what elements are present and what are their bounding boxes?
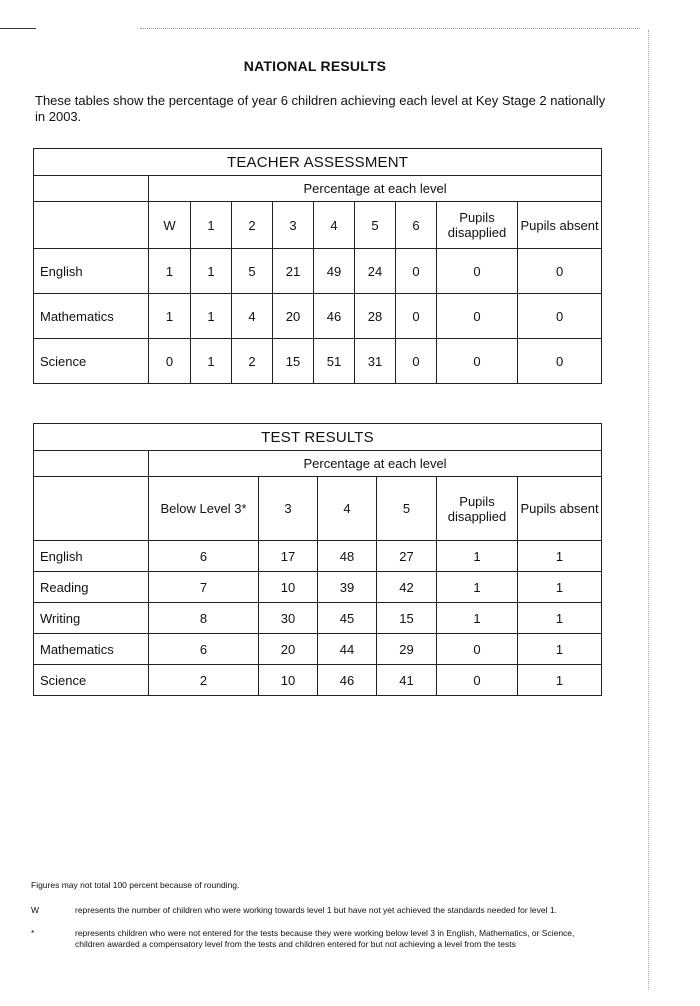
table-row (34, 603, 602, 634)
table-cell: 0 (437, 665, 518, 696)
column-header: 5 (355, 202, 396, 249)
table-cell: 2 (232, 339, 273, 384)
definition-item (31, 905, 601, 916)
table-cell: 0 (518, 294, 602, 339)
teacher-assessment-table (33, 148, 602, 384)
footnotes (31, 880, 601, 962)
table-cell: 45 (318, 603, 377, 634)
table-cell: 49 (314, 249, 355, 294)
table-cell: 1 (518, 603, 602, 634)
row-label: Mathematics (34, 634, 149, 665)
blank-cell (34, 477, 149, 541)
column-header: Pupils disapplied (437, 202, 518, 249)
definition-text: represents children who were not entered for the tests because they were working below level 3 in English, Mathematics, or Science, children awarded a compensatory level from the tests and children entered for but not achieving a level from the tests (75, 928, 575, 949)
table-cell: 20 (273, 294, 314, 339)
table-cell: 4 (232, 294, 273, 339)
table-cell: 15 (273, 339, 314, 384)
column-header: 4 (314, 202, 355, 249)
table-cell: 0 (396, 339, 437, 384)
blank-cell (34, 176, 149, 202)
table-cell: 2 (149, 665, 259, 696)
table-cell: 5 (232, 249, 273, 294)
table-cell: 15 (377, 603, 437, 634)
table-cell: 0 (396, 249, 437, 294)
table-caption: TEACHER ASSESSMENT (34, 149, 602, 176)
table-cell: 0 (437, 634, 518, 665)
table-cell: 0 (396, 294, 437, 339)
table-cell: 44 (318, 634, 377, 665)
table-cell: 1 (518, 634, 602, 665)
definition-text: represents the number of children who were working towards level 1 but have not yet achieved the standards needed for level 1. (75, 905, 557, 915)
table-cell: 1 (518, 572, 602, 603)
row-label: Reading (34, 572, 149, 603)
table-row (34, 249, 602, 294)
table-cell: 1 (149, 294, 191, 339)
table-cell: 0 (437, 249, 518, 294)
table-cell: 41 (377, 665, 437, 696)
table-cell: 1 (191, 339, 232, 384)
column-header: 2 (232, 202, 273, 249)
table-cell: 21 (273, 249, 314, 294)
table-row (34, 665, 602, 696)
table-cell: 1 (149, 249, 191, 294)
column-header: 1 (191, 202, 232, 249)
table-cell: 6 (149, 634, 259, 665)
test-results-table (33, 423, 602, 696)
blank-cell (34, 202, 149, 249)
table-cell: 31 (355, 339, 396, 384)
rounding-note: Figures may not total 100 percent because of rounding. (31, 880, 240, 890)
table-cell: 1 (191, 294, 232, 339)
row-label: Science (34, 665, 149, 696)
column-header: Pupils disapplied (437, 477, 518, 541)
definition-term: W (31, 905, 40, 915)
table-cell: 1 (518, 665, 602, 696)
definition-item (31, 928, 601, 950)
column-header: Pupils absent (518, 477, 602, 541)
column-header: 4 (318, 477, 377, 541)
table-cell: 1 (437, 603, 518, 634)
table-cell: 10 (259, 665, 318, 696)
table-cell: 8 (149, 603, 259, 634)
table-cell: 6 (149, 541, 259, 572)
blank-cell (34, 451, 149, 477)
table-cell: 0 (518, 339, 602, 384)
column-header: 5 (377, 477, 437, 541)
table-cell: 1 (518, 541, 602, 572)
table-cell: 48 (318, 541, 377, 572)
column-header: Pupils absent (518, 202, 602, 249)
table-row (34, 541, 602, 572)
table-cell: 0 (437, 294, 518, 339)
column-header: 3 (273, 202, 314, 249)
table-cell: 24 (355, 249, 396, 294)
scan-edge-line (140, 28, 640, 29)
table-cell: 0 (518, 249, 602, 294)
table-cell: 27 (377, 541, 437, 572)
table-cell: 42 (377, 572, 437, 603)
table-cell: 29 (377, 634, 437, 665)
column-header: W (149, 202, 191, 249)
table-row (34, 294, 602, 339)
row-label: Mathematics (34, 294, 149, 339)
table-row (34, 339, 602, 384)
table-cell: 1 (437, 572, 518, 603)
definition-term: * (31, 928, 35, 938)
table-subheader: Percentage at each level (149, 451, 602, 477)
table-cell: 30 (259, 603, 318, 634)
table-cell: 10 (259, 572, 318, 603)
row-label: Science (34, 339, 149, 384)
table-cell: 20 (259, 634, 318, 665)
scan-edge-line (0, 28, 36, 29)
table-row (34, 634, 602, 665)
table-cell: 1 (437, 541, 518, 572)
table-cell: 1 (191, 249, 232, 294)
table-cell: 28 (355, 294, 396, 339)
scan-edge-line (648, 30, 649, 990)
table-cell: 7 (149, 572, 259, 603)
table-cell: 46 (318, 665, 377, 696)
column-header: 3 (259, 477, 318, 541)
row-label: Writing (34, 603, 149, 634)
table-cell: 46 (314, 294, 355, 339)
table-cell: 0 (149, 339, 191, 384)
table-cell: 0 (437, 339, 518, 384)
row-label: English (34, 541, 149, 572)
table-cell: 17 (259, 541, 318, 572)
page-title: NATIONAL RESULTS (243, 58, 387, 74)
column-header: Below Level 3* (149, 477, 259, 541)
table-row (34, 572, 602, 603)
table-caption: TEST RESULTS (34, 424, 602, 451)
intro-paragraph: These tables show the percentage of year 6 children achieving each level at Key Stage 2 nationally in 2003. (35, 93, 606, 124)
column-header: 6 (396, 202, 437, 249)
table-cell: 51 (314, 339, 355, 384)
table-cell: 39 (318, 572, 377, 603)
row-label: English (34, 249, 149, 294)
table-subheader: Percentage at each level (149, 176, 602, 202)
